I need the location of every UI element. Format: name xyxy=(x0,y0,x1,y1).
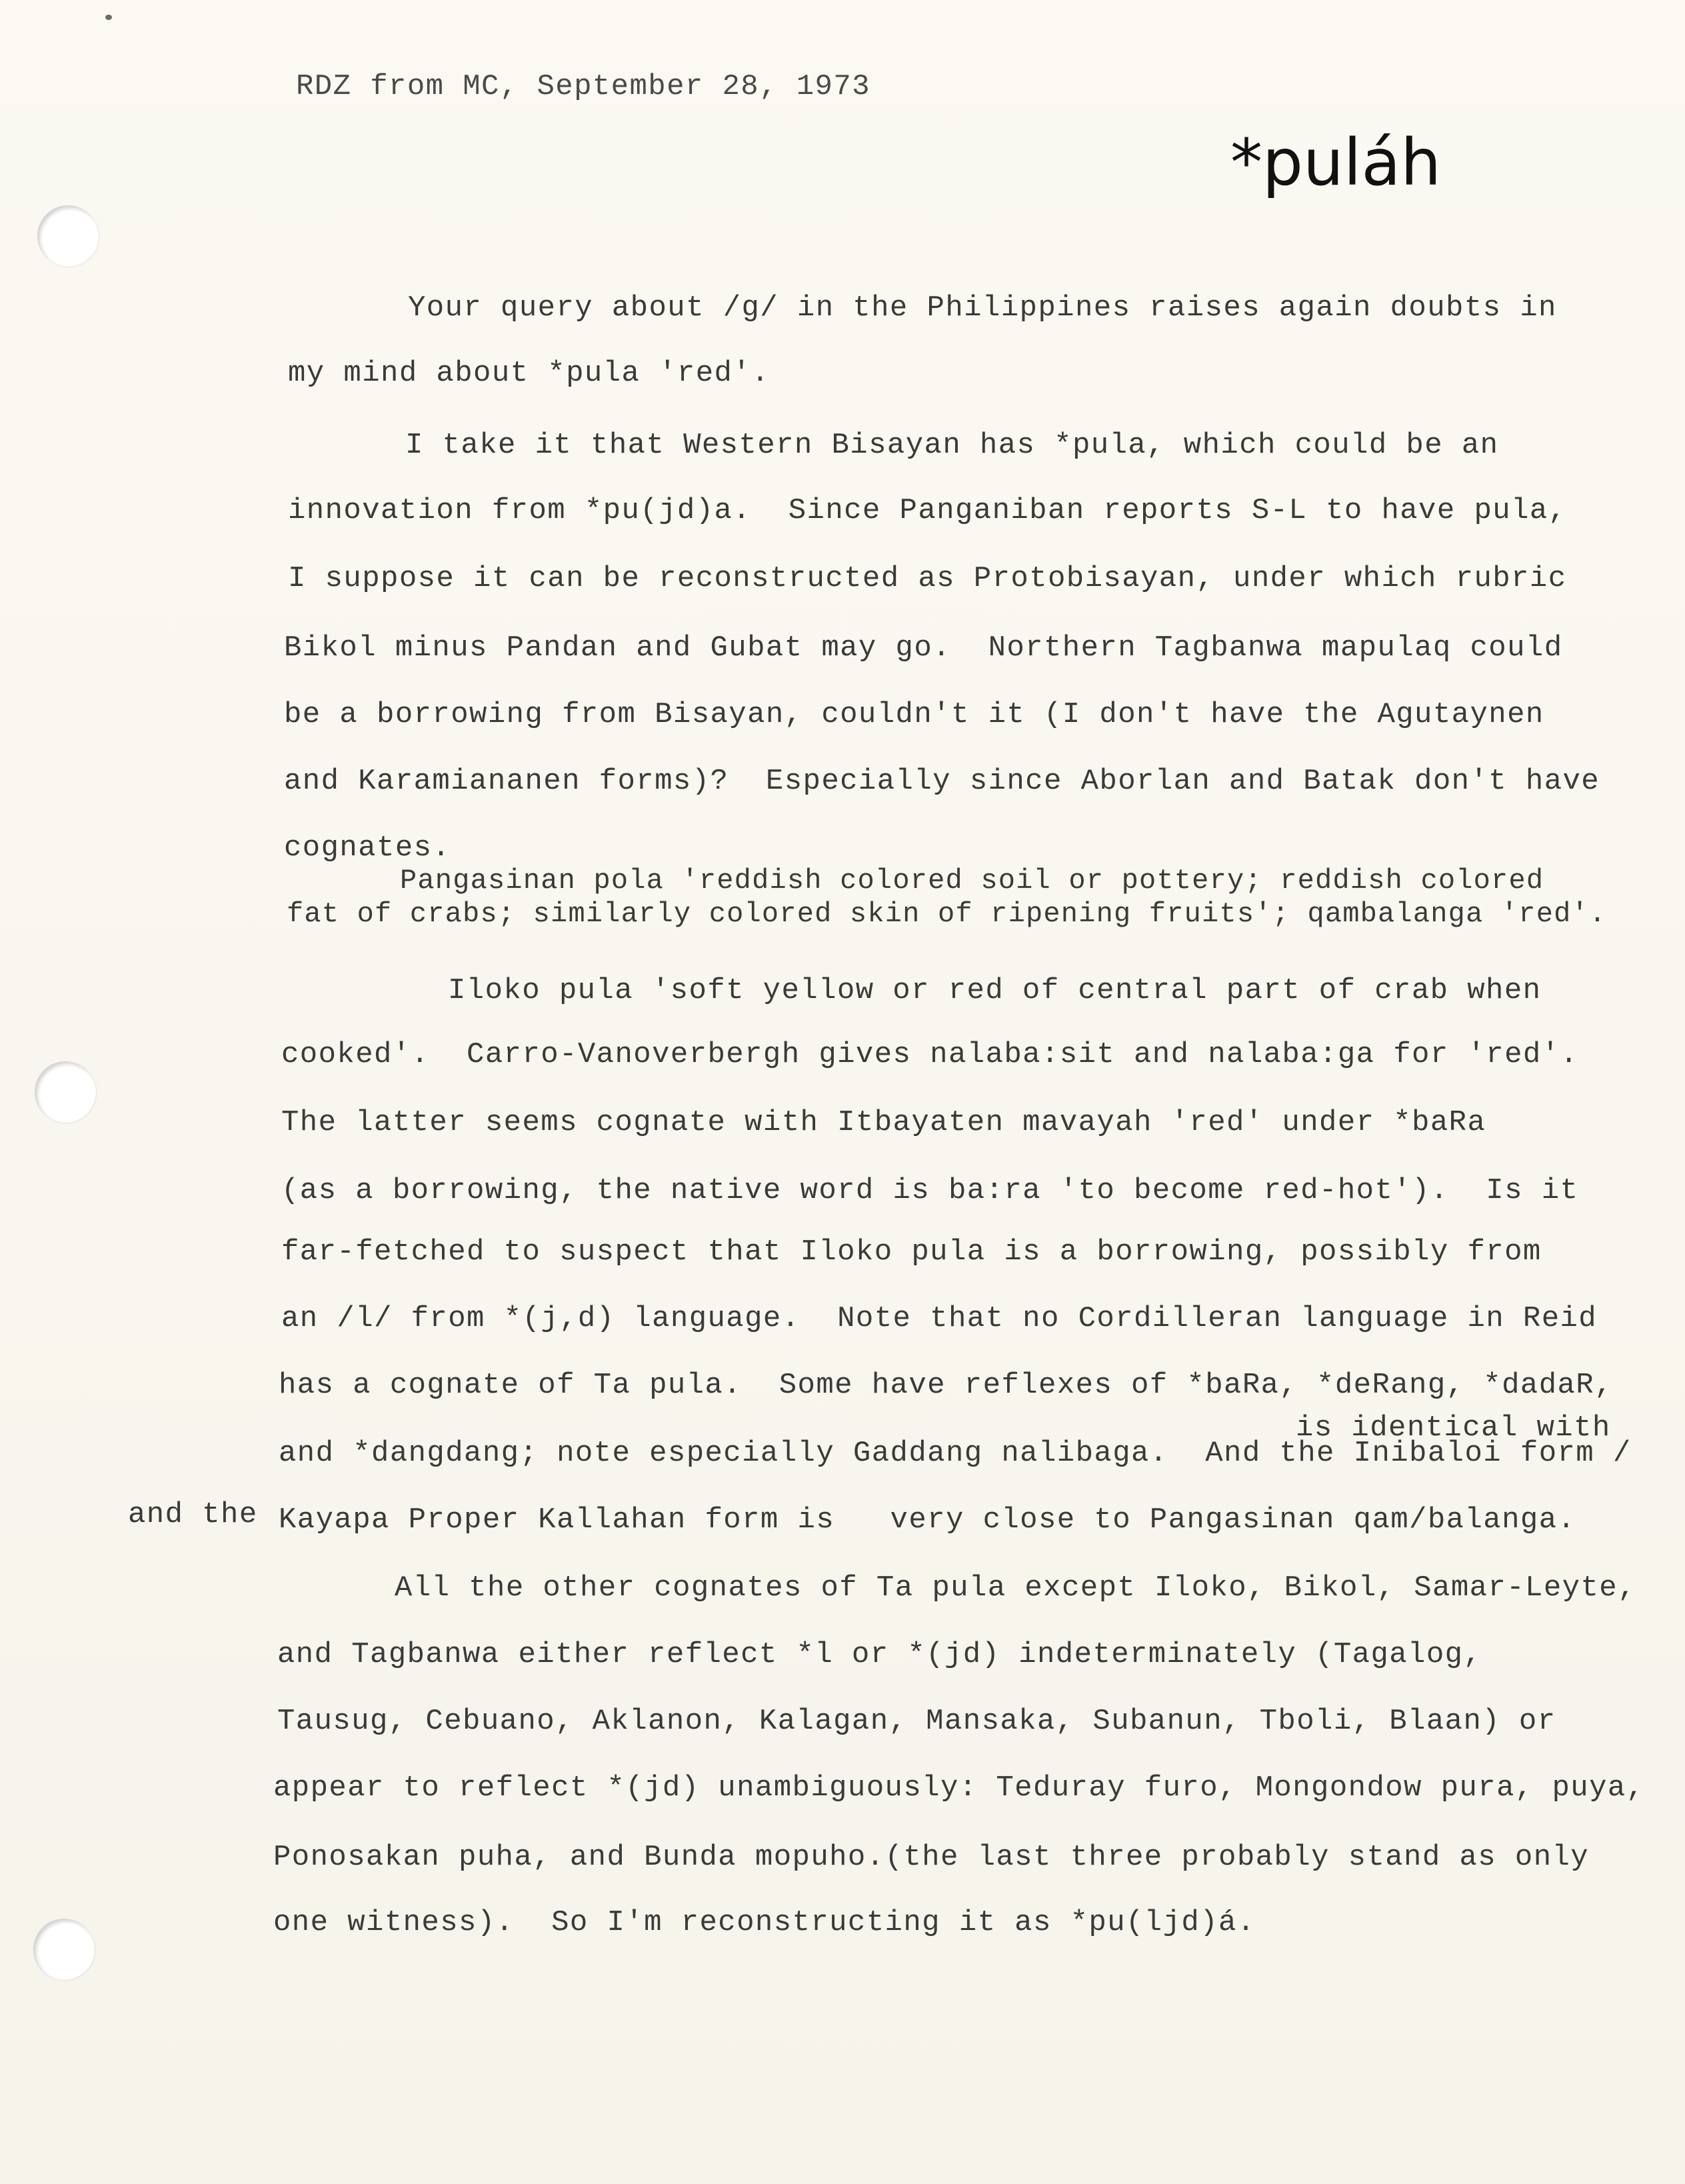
margin-insertion: and the xyxy=(128,1498,258,1531)
text-line: my mind about *pula 'red'. xyxy=(288,357,770,390)
text-line: cognates. xyxy=(284,831,451,865)
text-line: Your query about /g/ in the Philippines raises again doubts in xyxy=(408,291,1557,325)
pasted-text-line: fat of crabs; similarly colored skin of ripening fruits'; qambalanga 'red'. xyxy=(287,898,1607,930)
punch-hole-middle xyxy=(35,1061,96,1123)
text-line: far-fetched to suspect that Iloko pula is a borrowing, possibly from xyxy=(281,1235,1542,1269)
text-line: Iloko pula 'soft yellow or red of central part of crab when xyxy=(448,974,1542,1007)
punch-hole-top xyxy=(37,205,99,267)
text-line: Ponosakan puha, and Bunda mopuho.(the last three probably stand as only xyxy=(273,1841,1590,1874)
punch-hole-bottom xyxy=(33,1919,95,1980)
text-line: has a cognate of Ta pula. Some have reflexes of *baRa, *deRang, *dadaR, xyxy=(279,1369,1613,1402)
text-line: (as a borrowing, the native word is ba:ra 'to become red-hot'). Is it xyxy=(281,1174,1579,1207)
handwritten-title: *puláh xyxy=(1230,125,1442,200)
text-line: one witness). So I'm reconstructing it as *pu(ljd)á. xyxy=(273,1906,1256,1939)
text-line: All the other cognates of Ta pula except Iloko, Bikol, Samar-Leyte, xyxy=(395,1571,1636,1605)
text-line: an /l/ from *(j,d) language. Note that no Cordilleran language in Reid xyxy=(281,1302,1598,1335)
inserted-text: is identical with xyxy=(1296,1411,1611,1445)
document-header: RDZ from MC, September 28, 1973 xyxy=(296,70,870,103)
text-line: and Karamiananen forms)? Especially since Aborlan and Batak don't have xyxy=(284,765,1600,798)
text-line: be a borrowing from Bisayan, couldn't it (I don't have the Agutaynen xyxy=(284,698,1544,731)
text-line: I take it that Western Bisayan has *pula, which could be an xyxy=(405,429,1499,462)
text-line: innovation from *pu(jd)a. Since Panganiban reports S-L to have pula, xyxy=(288,494,1567,527)
text-line: appear to reflect *(jd) unambiguously: Teduray furo, Mongondow pura, puya, xyxy=(273,1771,1645,1805)
text-line: Tausug, Cebuano, Aklanon, Kalagan, Mansaka, Subanun, Tboli, Blaan) or xyxy=(277,1705,1556,1738)
text-line: and Tagbanwa either reflect *l or *(jd) indeterminately (Tagalog, xyxy=(277,1638,1482,1671)
text-line: and *dangdang; note especially Gaddang nalibaga. And the Inibaloi form / xyxy=(279,1437,1632,1470)
text-line: I suppose it can be reconstructed as Protobisayan, under which rubric xyxy=(288,562,1567,595)
paper-speck xyxy=(105,15,112,20)
text-line: cooked'. Carro-Vanoverbergh gives nalaba:sit and nalaba:ga for 'red'. xyxy=(281,1038,1579,1071)
pasted-text-line: Pangasinan pola 'reddish colored soil or pottery; reddish colored xyxy=(400,865,1544,897)
text-line: The latter seems cognate with Itbayaten mavayah 'red' under *baRa xyxy=(281,1106,1486,1139)
text-line: Bikol minus Pandan and Gubat may go. Northern Tagbanwa mapulaq could xyxy=(284,631,1563,665)
text-line: Kayapa Proper Kallahan form is very close to Pangasinan qam/balanga. xyxy=(279,1503,1576,1537)
